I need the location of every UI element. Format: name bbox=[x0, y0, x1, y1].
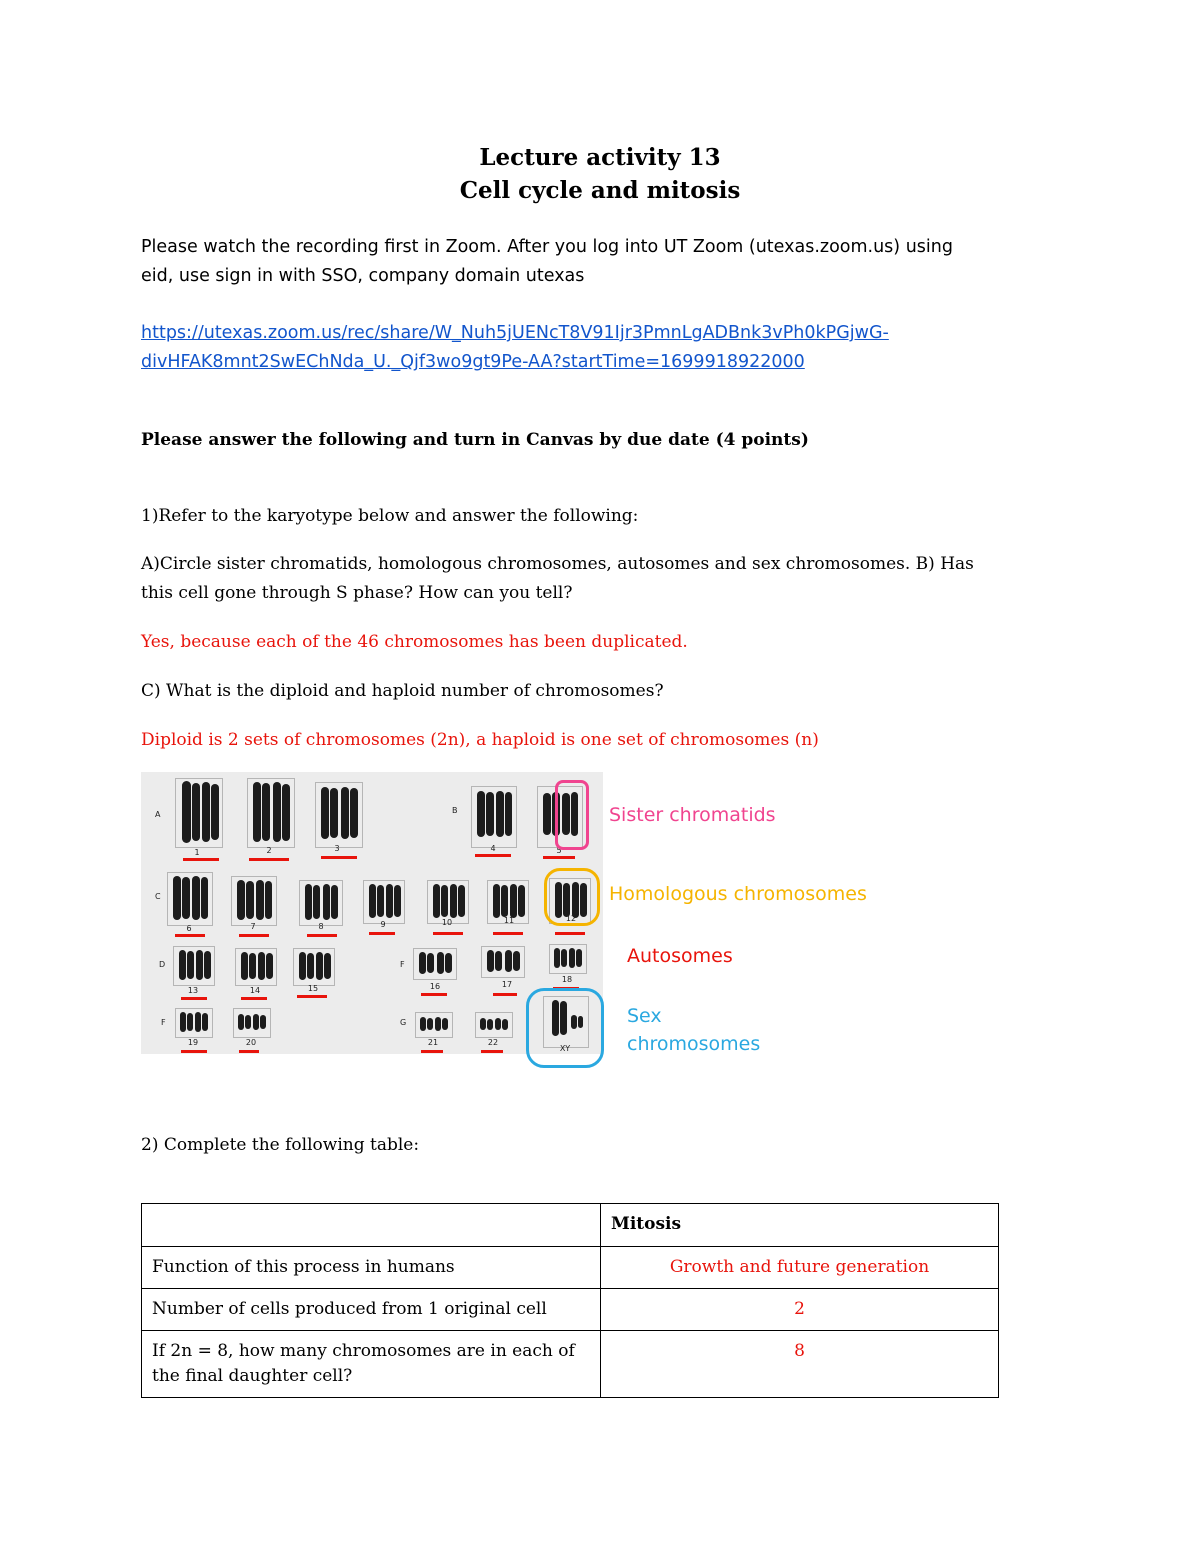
group-letter-f: F bbox=[161, 1018, 166, 1027]
group-letter-e: F bbox=[400, 960, 405, 969]
table-cell-label: Function of this process in humans bbox=[142, 1247, 601, 1289]
table-header-row bbox=[142, 1204, 999, 1247]
autosome-underline bbox=[307, 934, 337, 937]
chromosome-label-11: 11 bbox=[503, 916, 515, 925]
chromosome-pair-15 bbox=[293, 948, 335, 986]
autosome-underline bbox=[239, 934, 269, 937]
chromosome-label-17: 17 bbox=[501, 980, 513, 989]
chromosome-label-2: 2 bbox=[266, 846, 272, 855]
chromosome-pair-16 bbox=[413, 948, 457, 980]
chromosome-label-14: 14 bbox=[249, 986, 261, 995]
chromosome-label-4: 4 bbox=[490, 844, 496, 853]
q2-prompt: 2) Complete the following table: bbox=[141, 1135, 420, 1155]
chromosome-label-13: 13 bbox=[187, 986, 199, 995]
table-cell-answer: 2 bbox=[601, 1289, 999, 1331]
q1-prompt: 1)Refer to the karyotype below and answer the following: bbox=[141, 506, 639, 526]
table-cell-answer: 8 bbox=[601, 1331, 999, 1398]
intro-line-2: eid, use sign in with SSO, company domain utexas bbox=[141, 266, 585, 286]
chromosome-pair-20 bbox=[233, 1008, 271, 1038]
label-autosomes: Autosomes bbox=[627, 945, 733, 967]
page-subtitle: Cell cycle and mitosis bbox=[459, 177, 741, 204]
chromosome-label-22: 22 bbox=[487, 1038, 499, 1047]
mitosis-table bbox=[141, 1203, 999, 1398]
table-cell-label: If 2n = 8, how many chromosomes are in each of the final daughter cell? bbox=[142, 1331, 601, 1398]
chromosome-pair-14 bbox=[235, 948, 277, 986]
autosome-underline bbox=[475, 854, 511, 857]
group-letter-b: B bbox=[452, 806, 458, 815]
chromosome-label-10: 10 bbox=[441, 918, 453, 927]
table-header-cell bbox=[142, 1204, 601, 1247]
homologous-chromosomes-circle bbox=[544, 868, 600, 926]
chromosome-pair-2 bbox=[247, 778, 295, 848]
chromosome-pair-18 bbox=[549, 944, 587, 974]
autosome-underline bbox=[321, 856, 357, 859]
chromosome-label-19: 19 bbox=[187, 1038, 199, 1047]
group-letter-a: A bbox=[155, 810, 161, 819]
chromosome-label-6: 6 bbox=[186, 924, 192, 933]
chromosome-label-18: 18 bbox=[561, 975, 573, 984]
autosome-underline bbox=[241, 997, 267, 1000]
page-title: Lecture activity 13 bbox=[479, 144, 721, 171]
autosome-underline bbox=[493, 932, 523, 935]
autosome-underline bbox=[493, 993, 517, 996]
chromosome-pair-9 bbox=[363, 880, 405, 924]
chromosome-label-15: 15 bbox=[307, 984, 319, 993]
label-sister-chromatids: Sister chromatids bbox=[609, 804, 776, 826]
label-sex-chromosomes-line-2: chromosomes bbox=[627, 1033, 761, 1055]
chromosome-label-5: 5 bbox=[556, 846, 562, 855]
chromosome-pair-17 bbox=[481, 946, 525, 978]
autosome-underline bbox=[181, 1050, 207, 1053]
chromosome-pair-13 bbox=[173, 946, 215, 986]
autosome-underline bbox=[555, 932, 585, 935]
label-homologous-chromosomes: Homologous chromosomes bbox=[609, 883, 867, 905]
autosome-underline bbox=[543, 856, 575, 859]
chromosome-pair-19 bbox=[175, 1008, 213, 1038]
autosome-underline bbox=[297, 995, 327, 998]
group-letter-g: G bbox=[400, 1018, 407, 1027]
recording-link-line-1[interactable]: https://utexas.zoom.us/rec/share/W_Nuh5jUENcT8V91Ijr3PmnLgADBnk3vPh0kPGjwG- bbox=[141, 323, 889, 343]
chromosome-label-7: 7 bbox=[250, 922, 256, 931]
chromosome-label-20: 20 bbox=[245, 1038, 257, 1047]
instructions: Please answer the following and turn in Canvas by due date (4 points) bbox=[141, 430, 809, 450]
group-letter-d: D bbox=[159, 960, 166, 969]
autosome-underline bbox=[433, 932, 463, 935]
table-row bbox=[142, 1247, 999, 1289]
q1-answer-b: Yes, because each of the 46 chromosomes has been duplicated. bbox=[141, 632, 688, 652]
chromosome-label-8: 8 bbox=[318, 922, 324, 931]
intro-line-1: Please watch the recording first in Zoom. After you log into UT Zoom (utexas.zoom.us) using bbox=[141, 237, 953, 257]
chromosome-pair-3 bbox=[315, 782, 363, 848]
q1-part-a-line-2: this cell gone through S phase? How can you tell? bbox=[141, 583, 573, 603]
table-cell-label: Number of cells produced from 1 original cell bbox=[142, 1289, 601, 1331]
group-letter-c: C bbox=[155, 892, 161, 901]
autosome-underline bbox=[183, 858, 219, 861]
chromosome-label-1: 1 bbox=[194, 848, 200, 857]
autosome-underline bbox=[369, 932, 395, 935]
table-cell-answer: Growth and future generation bbox=[601, 1247, 999, 1289]
chromosome-pair-1 bbox=[175, 778, 223, 848]
q1-part-a-line-1: A)Circle sister chromatids, homologous chromosomes, autosomes and sex chromosomes. B) Has bbox=[141, 554, 974, 574]
chromosome-pair-6 bbox=[167, 872, 213, 926]
autosome-underline bbox=[175, 934, 205, 937]
q1-part-c: C) What is the diploid and haploid number of chromosomes? bbox=[141, 681, 664, 701]
autosome-underline bbox=[421, 993, 447, 996]
chromosome-pair-4 bbox=[471, 786, 517, 848]
chromosome-pair-22 bbox=[475, 1012, 513, 1038]
q1-answer-c: Diploid is 2 sets of chromosomes (2n), a haploid is one set of chromosomes (n) bbox=[141, 730, 819, 750]
label-sex-chromosomes-line-1: Sex bbox=[627, 1005, 662, 1027]
autosome-underline bbox=[421, 1050, 443, 1053]
table-row bbox=[142, 1331, 999, 1398]
table-header-mitosis: Mitosis bbox=[601, 1204, 999, 1247]
autosome-underline bbox=[239, 1050, 259, 1053]
sex-chromosomes-circle bbox=[526, 988, 604, 1068]
autosome-underline bbox=[249, 858, 289, 861]
chromosome-pair-8 bbox=[299, 880, 343, 926]
autosome-underline bbox=[481, 1050, 503, 1053]
chromosome-pair-7 bbox=[231, 876, 277, 926]
sister-chromatids-circle bbox=[555, 780, 589, 850]
recording-link-line-2[interactable]: divHFAK8mnt2SwEChNda_U._Qjf3wo9gt9Pe-AA?startTime=1699918922000 bbox=[141, 352, 805, 372]
chromosome-label-9: 9 bbox=[380, 920, 386, 929]
chromosome-label-3: 3 bbox=[334, 844, 340, 853]
chromosome-label-xy: XY bbox=[559, 1044, 571, 1053]
chromosome-label-21: 21 bbox=[427, 1038, 439, 1047]
chromosome-pair-21 bbox=[415, 1012, 453, 1038]
table-row bbox=[142, 1289, 999, 1331]
autosome-underline bbox=[181, 997, 207, 1000]
chromosome-label-16: 16 bbox=[429, 982, 441, 991]
chromosome-label-12: 12 bbox=[565, 914, 577, 923]
